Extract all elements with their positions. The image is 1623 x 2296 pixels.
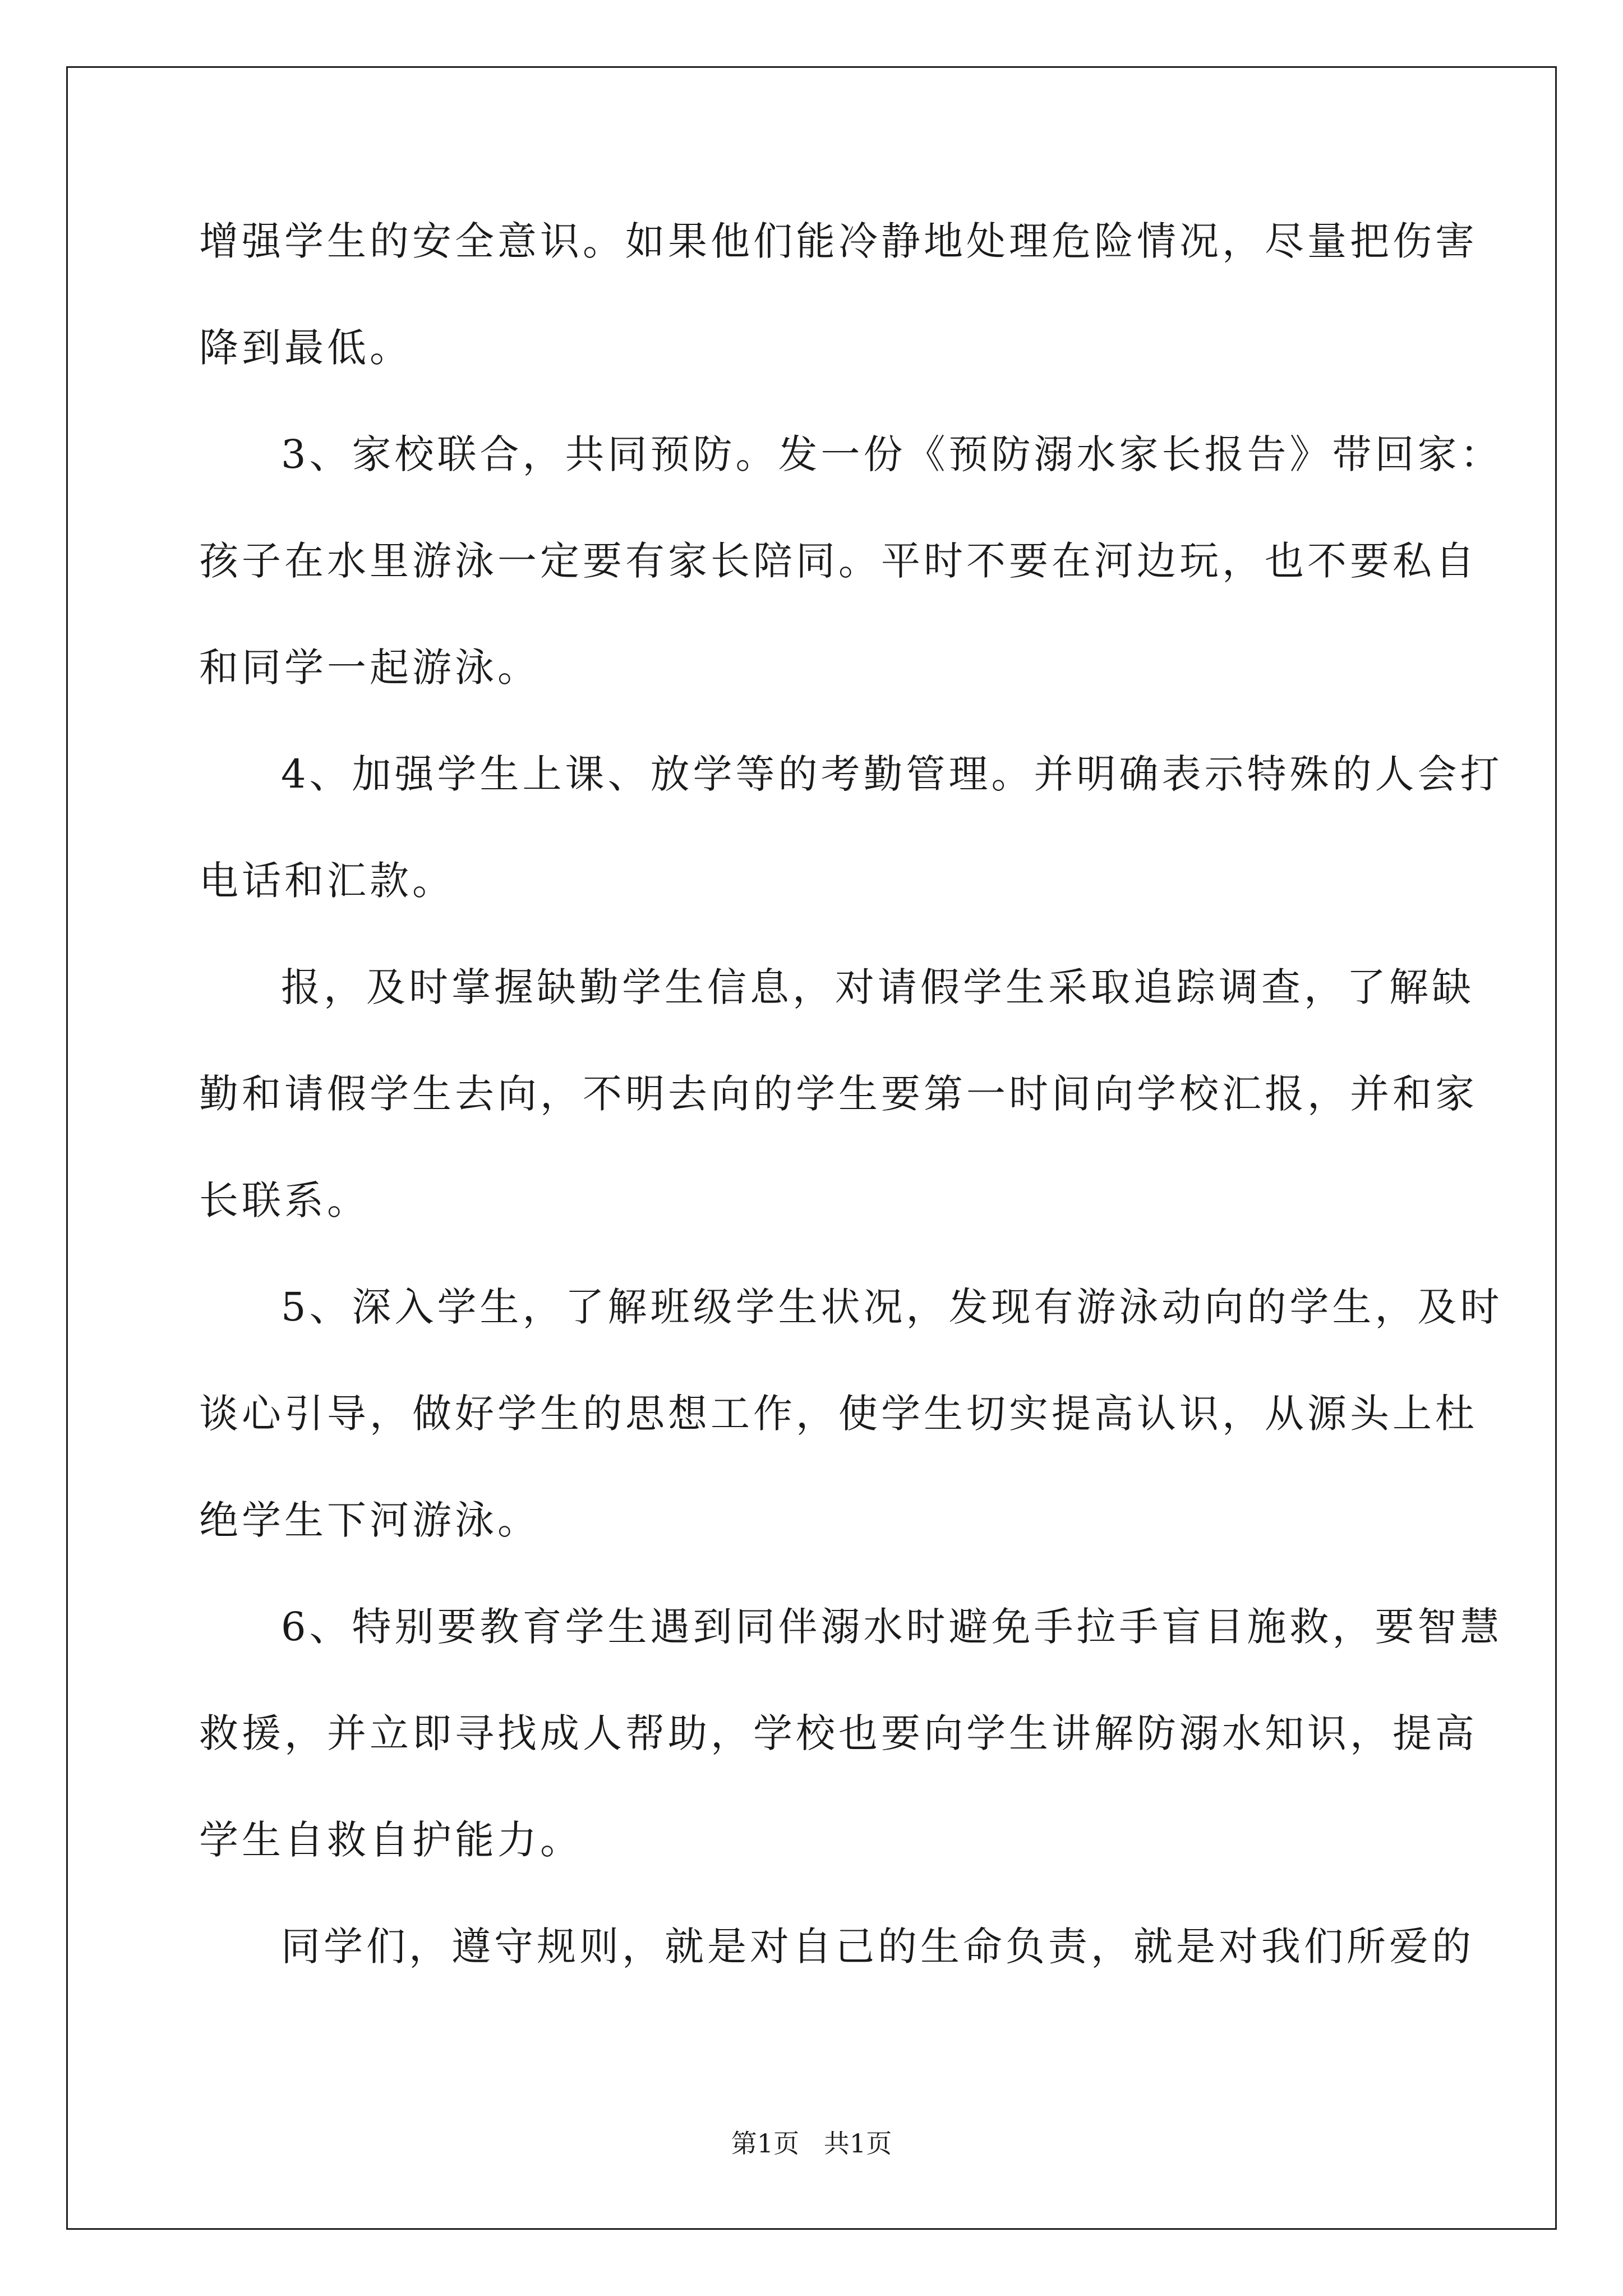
text-line: 谈心引导，做好学生的思想工作，使学生切实提高认识，从源头上杜 xyxy=(199,1391,1478,1437)
text-line: 降到最低。 xyxy=(199,325,412,371)
text-line: 救援，并立即寻找成人帮助，学校也要向学生讲解防溺水知识，提高 xyxy=(199,1710,1478,1756)
text-line: 增强学生的安全意识。如果他们能冷静地处理危险情况，尽量把伤害 xyxy=(199,218,1478,264)
text-line: 孩子在水里游泳一定要有家长陪同。平时不要在河边玩，也不要私自 xyxy=(199,538,1478,584)
text-line: 长联系。 xyxy=(199,1177,370,1223)
text-line: 电话和汇款。 xyxy=(199,858,455,904)
text-line: 6、特别要教育学生遇到同伴溺水时避免手拉手盲目施救，要智慧 xyxy=(281,1604,1503,1650)
text-line: 和同学一起游泳。 xyxy=(199,645,540,691)
text-line: 绝学生下河游泳。 xyxy=(199,1497,540,1543)
document-body xyxy=(199,213,1503,2025)
text-line: 学生自救自护能力。 xyxy=(199,1817,583,1863)
page-number-footer: 第1页 共1页 xyxy=(731,2128,892,2159)
text-line: 同学们，遵守规则，就是对自己的生命负责，就是对我们所爱的 xyxy=(281,1924,1474,1970)
text-line: 4、加强学生上课、放学等的考勤管理。并明确表示特殊的人会打 xyxy=(281,751,1503,797)
text-line: 报，及时掌握缺勤学生信息，对请假学生采取追踪调查，了解缺 xyxy=(281,964,1474,1010)
text-line: 勤和请假学生去向，不明去向的学生要第一时间向学校汇报，并和家 xyxy=(199,1071,1478,1117)
text-line: 3、家校联合，共同预防。发一份《预防溺水家长报告》带回家： xyxy=(281,431,1503,477)
text-line: 5、深入学生，了解班级学生状况，发现有游泳动向的学生，及时 xyxy=(281,1284,1503,1330)
